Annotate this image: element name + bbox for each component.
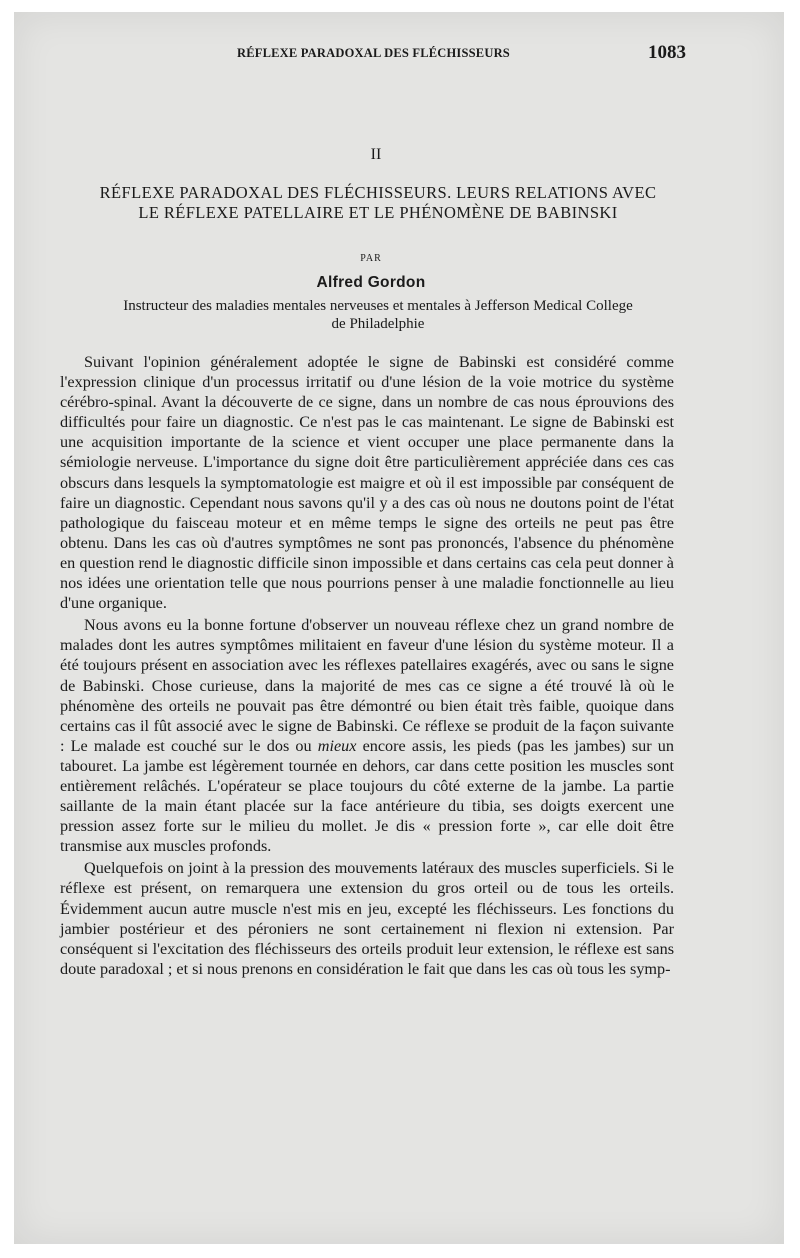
running-title: RÉFLEXE PARADOXAL DES FLÉCHISSEURS — [237, 46, 510, 60]
article-title-line-2: LE RÉFLEXE PATELLAIRE ET LE PHÉNOMÈNE DE BABINSKI — [138, 203, 618, 222]
page-number: 1083 — [648, 42, 686, 63]
article-title-line-1: RÉFLEXE PARADOXAL DES FLÉCHISSEURS. LEURS RELATIONS AVEC — [99, 183, 657, 202]
paragraph-2 — [60, 615, 674, 856]
paragraph-2-italic: mieux — [317, 736, 357, 755]
byline-label: PAR — [360, 253, 382, 264]
affiliation-line-2: de Philadelphie — [331, 316, 425, 332]
paragraph-1: Suivant l'opinion généralement adoptée le signe de Babinski est considéré comme l'expression clinique d'un processus irritatif ou d'une lésion de la voie motrice du système cérébro-spinal. Avant la découverte de ce signe, dans un nombre de cas nous éprouvions des difficultés pour faire un diagnostic. Ce n'est pas le cas maintenant. Le signe de Babinski est une acquisition importante de la science et vient occuper une place permanente dans la sémiologie nerveuse. L'importance du signe doit être particulièrement appréciée dans ces cas obscurs dans lesquels la symptomatologie est maigre et où il est impossible par conséquent de faire un diagnostic. Cependant nous savons qu'il y a des cas où nous ne doutons point de l'état pathologique du faisceau moteur et en même temps le signe des orteils ne peut pas être obtenu. Dans les cas où d'autres symptômes ne sont pas prononcés, l'absence du phénomène en question rend le diagnostic difficile sinon impossible et dans certains cas cela peut donner à nos idées une orientation telle que nous pourrions penser à une maladie fonctionnelle au lieu d'une organique. — [60, 353, 674, 613]
article-title — [62, 183, 694, 223]
section-numeral: II — [370, 146, 382, 163]
article-body — [60, 352, 674, 981]
paragraph-2-text-a: Nous avons eu la bonne fortune d'observer un nouveau réflexe chez un grand nombre de malades dont les autres symptômes militaient en faveur d'une lésion du système moteur. Il a été toujours présent en association avec les réflexes patellaires exagérés, avec ou sans le signe de Babinski. Chose curieuse, dans la majorité de mes cas ce signe a été trouvé là où le phénomène des orteils ne pouvait pas être démontré ou bien était très faible, quoique dans certains cas il fût associé avec le signe de Babinski. Ce réflexe se produit de la façon suivante : Le malade est couché sur le dos ou — [60, 616, 674, 755]
author-name: Alfred Gordon — [316, 274, 426, 291]
affiliation-line-1: Instructeur des maladies mentales nerveuses et mentales à Jefferson Medical College — [123, 298, 633, 314]
paragraph-3: Quelquefois on joint à la pression des mouvements latéraux des muscles superficiels. Si le réflexe est présent, on remarquera une extension du gros orteil ou de tous les orteils. Évidemment aucun autre muscle n'est mis en jeu, excepté les fléchisseurs. Les fonctions du jambier postérieur et des péroniers ne sont certainement ni flexion ni extension. Par conséquent si l'excitation des fléchisseurs des orteils produit leur extension, le réflexe est sans doute paradoxal ; et si nous prenons en considération le fait que dans les cas où tous les symp- — [60, 859, 674, 978]
paragraph-2-text-b: encore assis, les pieds (pas les jambes) sur un tabouret. La jambe est légèrement tournée en dehors, car dans cette position les muscles sont entièrement relâchés. L'opérateur se place toujours du côté externe de la jambe. La partie saillante de la main étant placée sur la face antérieure du tibia, ses doigts exercent une pression assez forte sur le milieu du mollet. Je dis « pression forte », car elle doit être transmise aux muscles profonds. — [60, 736, 674, 856]
author-affiliation — [78, 297, 678, 333]
